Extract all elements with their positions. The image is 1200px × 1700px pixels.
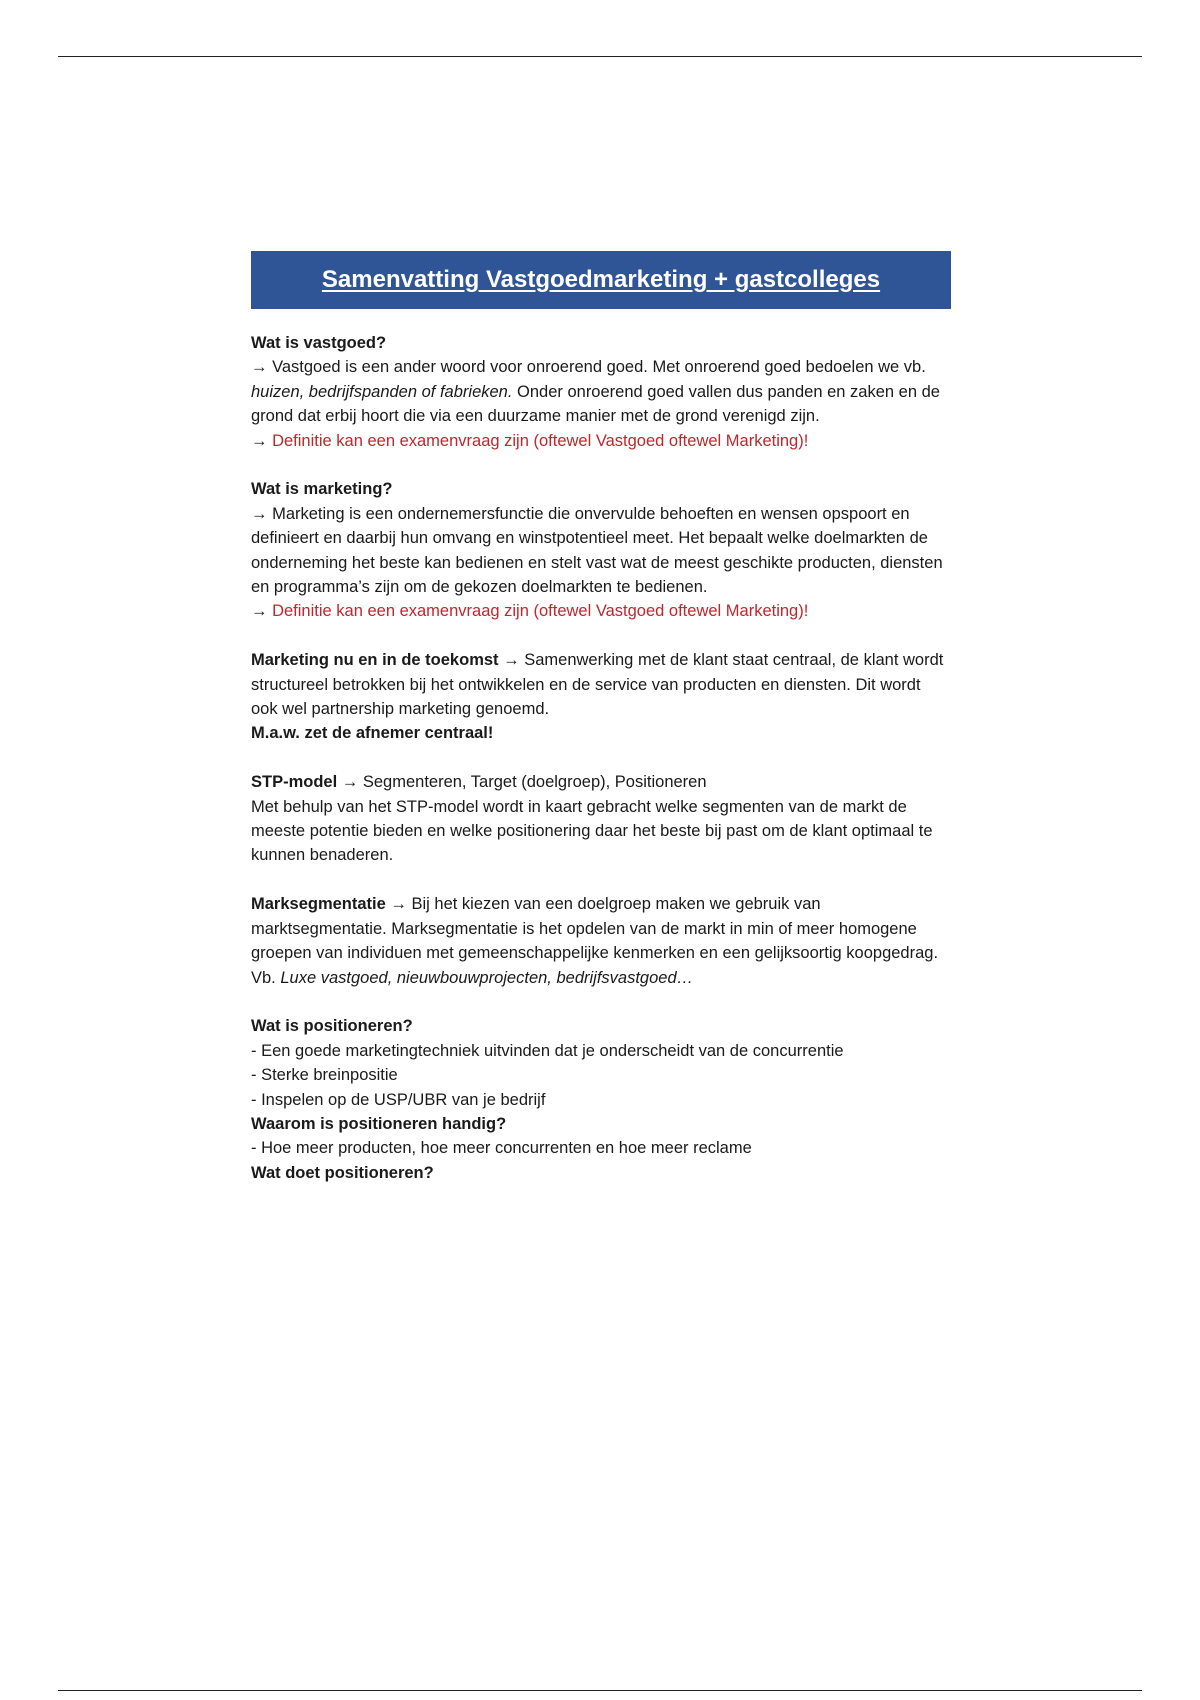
example-line: Vb. Luxe vastgoed, nieuwbouwprojecten, bedrijfsvastgoed…: [251, 968, 694, 987]
section-toekomst: [251, 648, 951, 746]
stp-line: STP-model → Segmenteren, Target (doelgroep), Positioneren: [251, 773, 707, 792]
arrow-icon: →: [341, 773, 359, 792]
list-item: - Sterke breinpositie: [251, 1066, 398, 1085]
arrow-icon: →: [251, 358, 268, 377]
list-item: - Een goede marketingtechniek uitvinden dat je onderscheidt van de concurrentie: [251, 1041, 844, 1060]
heading-marketing: Wat is marketing?: [251, 480, 393, 499]
paragraph-marketing: → Marketing is een ondernemersfunctie die onvervulde behoeften en wensen opspoort en definieert en daarbij hun omvang en winstpotentieel meet. Het bepaalt welke doelmarkten de onderneming het beste kan bedienen en stelt vast wat de meest geschikte producten, diensten en programma’s zijn om de gekozen doelmarkten te bedienen.: [251, 504, 943, 597]
italic-examples: huizen, bedrijfspanden of fabrieken.: [251, 382, 513, 401]
top-rule: [58, 56, 1142, 57]
heading-segmentatie: Marksegmentatie: [251, 895, 386, 914]
document-body: [251, 331, 951, 1185]
section-positioneren: [251, 1014, 951, 1185]
arrow-icon: →: [390, 895, 407, 914]
exam-note: → Definitie kan een examenvraag zijn (oftewel Vastgoed oftewel Marketing)!: [251, 602, 809, 621]
arrow-icon: →: [503, 651, 520, 670]
heading-stp: STP-model: [251, 773, 338, 792]
heading-positioneren: Wat is positioneren?: [251, 1017, 413, 1036]
arrow-icon: →: [251, 602, 268, 621]
heading-wat-doet: Wat doet positioneren?: [251, 1163, 434, 1182]
paragraph-vastgoed: → Vastgoed is een ander woord voor onroerend goed. Met onroerend goed bedoelen we vb. huizen, bedrijfspanden of fabrieken. Onder onroerend goed vallen dus panden en zaken en de grond dat erbij hoort die via een duurzame manier met de grond verenigd zijn.: [251, 358, 940, 426]
heading-vastgoed: Wat is vastgoed?: [251, 334, 387, 352]
paragraph-toekomst: Marketing nu en in de toekomst → Samenwerking met de klant staat centraal, de klant wordt structureel betrokken bij het ontwikkelen en de service van producten en diensten. Dit wordt ook wel partnership marketing genoemd.: [251, 651, 944, 719]
section-segmentatie: [251, 892, 951, 990]
section-stp: [251, 770, 951, 868]
bottom-rule: [58, 1690, 1142, 1691]
emphasis-line: M.a.w. zet de afnemer centraal!: [251, 724, 494, 743]
document-title: Samenvatting Vastgoedmarketing + gastcolleges: [321, 266, 881, 293]
section-vastgoed: [251, 331, 951, 453]
arrow-icon: →: [251, 431, 268, 450]
paragraph-segmentatie: Marksegmentatie → Bij het kiezen van een doelgroep maken we gebruik van marktsegmentatie. Marksegmentatie is het opdelen van de markt in min of meer homogene groepen van individuen met gemeenschappelijke kenmerken en een gelijksoortig koopgedrag.: [251, 895, 939, 963]
list-item: - Inspelen op de USP/UBR van je bedrijf: [251, 1090, 546, 1109]
title-banner: [251, 251, 951, 309]
heading-waarom: Waarom is positioneren handig?: [251, 1114, 507, 1133]
section-marketing: [251, 477, 951, 623]
arrow-icon: →: [251, 504, 268, 523]
document-page: [251, 251, 951, 1210]
heading-toekomst: Marketing nu en in de toekomst: [251, 651, 499, 670]
exam-note: → Definitie kan een examenvraag zijn (oftewel Vastgoed oftewel Marketing)!: [251, 431, 809, 450]
list-item: - Hoe meer producten, hoe meer concurrenten en hoe meer reclame: [251, 1139, 752, 1158]
paragraph-stp: Met behulp van het STP-model wordt in kaart gebracht welke segmenten van de markt de meeste potentie bieden en welke positionering daar het beste bij past om de klant optimaal te kunnen benaderen.: [251, 797, 933, 865]
